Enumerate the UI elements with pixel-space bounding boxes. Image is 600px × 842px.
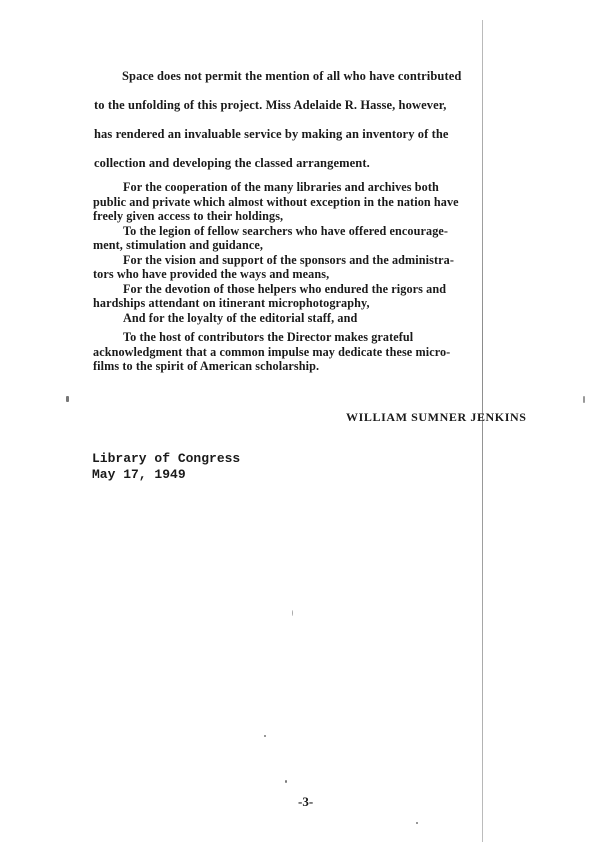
acknowledgments-paragraph [93, 180, 563, 325]
ack-line: To the legion of fellow searchers who have offered encourage- [123, 223, 449, 238]
ack-line: For the cooperation of the many libraries and archives both [123, 180, 439, 194]
intro-line: Space does not permit the mention of all who have contributed [122, 69, 462, 83]
scan-speck [285, 780, 287, 783]
ack-line: ment, stimulation and guidance, [93, 238, 264, 252]
scan-speck [583, 396, 585, 403]
closing-line: acknowledgment that a common impulse may dedicate these micro- [93, 344, 451, 359]
ack-line: freely given access to their holdings, [93, 209, 284, 223]
page-number: -3- [298, 794, 314, 809]
closing-line: films to the spirit of American scholarship. [93, 359, 320, 373]
ack-line: And for the loyalty of the editorial staff, and [123, 310, 358, 325]
ack-line: public and private which almost without exception in the nation have [93, 194, 459, 209]
ack-line: For the devotion of those helpers who endured the rigors and [123, 281, 447, 296]
intro-line: to the unfolding of this project. Miss Adelaide R. Hasse, however, [94, 98, 447, 112]
ack-line: For the vision and support of the sponsors and the administra- [123, 252, 455, 267]
intro-line: has rendered an invaluable service by making an inventory of the [94, 127, 449, 141]
scan-speck [66, 396, 69, 402]
signature: WILLIAM SUMNER JENKINS [346, 410, 527, 424]
date-line: May 17, 1949 [92, 466, 186, 482]
ack-line: hardships attendant on itinerant microphotography, [93, 296, 370, 310]
place-and-date [92, 451, 240, 482]
scan-speck [292, 610, 293, 616]
intro-paragraph [94, 62, 556, 178]
place-line: Library of Congress [92, 451, 241, 466]
intro-line: collection and developing the classed arrangement. [94, 156, 370, 170]
scan-speck [416, 822, 418, 824]
closing-line: To the host of contributors the Director makes grateful [123, 330, 414, 344]
scan-speck [264, 735, 266, 737]
ack-line: tors who have provided the ways and means, [93, 267, 330, 281]
closing-paragraph [93, 330, 563, 374]
